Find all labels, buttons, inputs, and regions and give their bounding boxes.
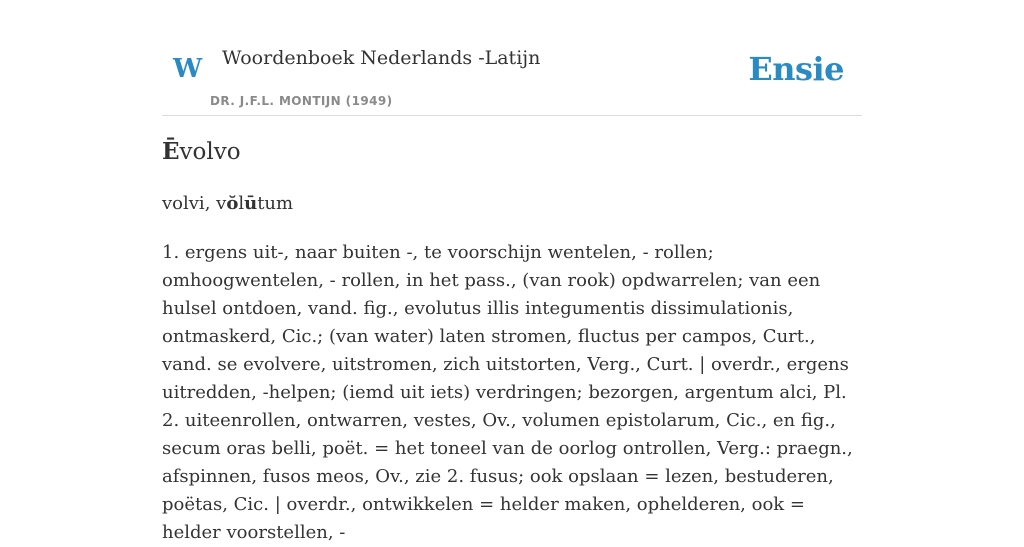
entry-definition bbox=[162, 239, 862, 547]
forms-bold-2: ū bbox=[244, 193, 258, 214]
forms-part-1: volvi, v bbox=[162, 193, 227, 214]
dictionary-header bbox=[162, 40, 862, 116]
sense-2: 2. uiteenrollen, ontwarren, vestes, Ov., volumen epistolarum, Cic., en fig., secum oras belli, poët. = het toneel van de oorlog ontrollen, Verg.: praegn., afspinnen, fusos meos, Ov., zie 2. fusus; ook opslaan = lezen, bestuderen, poëtas, Cic. | overdr., ontwikkelen = helder maken, ophelderen, ook = helder voorstellen, - bbox=[162, 410, 853, 543]
dictionary-logo[interactable]: W bbox=[173, 54, 203, 84]
forms-part-3: tum bbox=[257, 193, 294, 214]
ensie-logo[interactable]: Ensie bbox=[748, 50, 844, 88]
sense-1: 1. ergens uit-, naar buiten -, te voorschijn wentelen, - rollen; omhoogwentelen, - rollen, in het pass., (van rook) opdwarrelen; van een hulsel ontdoen, vand. fig., evolutus illis integumentis dissimulationis, ontmaskerd, Cic.; (van water) laten stromen, fluctus per campos, Curt., vand. se evolvere, uitstromen, zich uitstorten, Verg., Curt. | overdr., ergens uitredden, -helpen; (iemd uit iets) verdringen; bezorgen, argentum alci, Pl. bbox=[162, 242, 849, 403]
forms-bold-1: ŏ bbox=[226, 193, 239, 214]
headword-initial: Ē bbox=[162, 138, 180, 165]
entry-forms bbox=[162, 193, 293, 214]
forms-part-2: l bbox=[238, 193, 245, 214]
entry-headword bbox=[162, 138, 241, 165]
dictionary-title[interactable]: Woordenboek Nederlands -Latijn bbox=[222, 47, 541, 69]
dictionary-author: DR. J.F.L. MONTIJN (1949) bbox=[210, 94, 393, 108]
headword-rest: volvo bbox=[179, 139, 241, 165]
